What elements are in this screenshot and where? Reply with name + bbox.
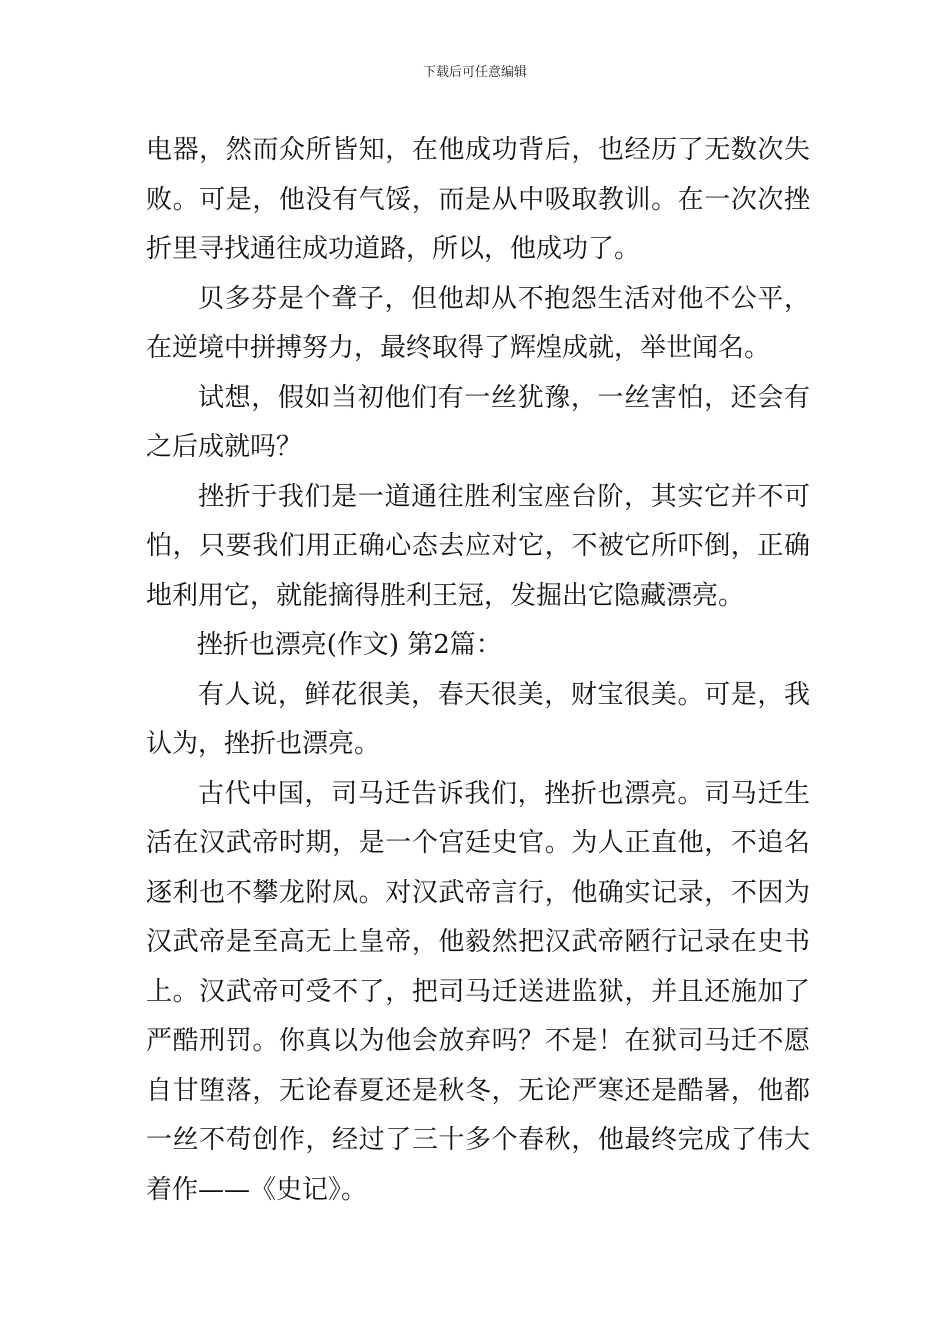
document-body [146,126,810,1215]
paragraph-sima-qian: 古代中国，司马迁告诉我们，挫折也漂亮。司马迁生活在汉武帝时期，是一个宫廷史官。为人正直他，不追名逐利也不攀龙附凤。对汉武帝言行，他确实记录，不因为汉武帝是至高无上皇帝，他毅然把汉武帝陋行记录在史书上。汉武帝可受不了，把司马迁送进监狱，并且还施加了严酷刑罚。你真以为他会放弃吗？不是！在狱司马迁不愿自甘堕落，无论春夏还是秋冬，无论严寒还是酷暑，他都一丝不苟创作，经过了三十多个春秋，他最终完成了伟大着作——《史记》。 [146,778,810,1205]
page-header: 下载后可任意编辑 [422,65,527,80]
section-title: 挫折也漂亮(作文) 第2篇： [196,630,502,660]
paragraph-continuation: 电器，然而众所皆知，在他成功背后，也经历了无数次失败。可是，他没有气馁，而是从中吸取教训。在一次次挫折里寻找通往成功道路，所以，他成功了。 [146,135,810,264]
paragraph-beethoven: 贝多芬是个聋子，但他却从不抱怨生活对他不公平，在逆境中拼搏努力，最终取得了辉煌成就，举世闻名。 [146,283,810,363]
paragraph-reflection: 试想，假如当初他们有一丝犹豫，一丝害怕，还会有之后成就吗？ [146,382,810,462]
paragraph-intro: 有人说，鲜花很美，春天很美，财宝很美。可是，我认为，挫折也漂亮。 [146,679,810,759]
paragraph-conclusion: 挫折于我们是一道通往胜利宝座台阶，其实它并不可怕，只要我们用正确心态去应对它，不被它所吓倒，正确地利用它，就能摘得胜利王冠，发掘出它隐藏漂亮。 [146,481,810,611]
